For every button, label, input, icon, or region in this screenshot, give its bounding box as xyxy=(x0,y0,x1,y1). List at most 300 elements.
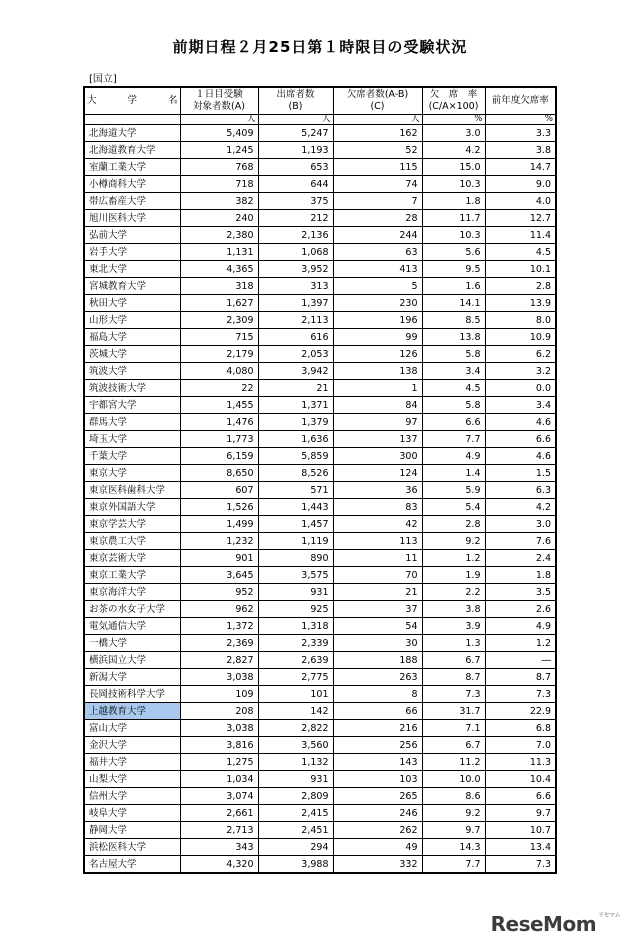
university-name-cell: 東京芸術大学 xyxy=(84,550,180,567)
unit-absence-rate: % xyxy=(422,115,485,125)
applicants-cell: 1,245 xyxy=(180,142,258,159)
prev-year-rate-cell: 3.0 xyxy=(485,516,556,533)
prev-year-rate-cell: 6.6 xyxy=(485,431,556,448)
absence-rate-cell: 2.2 xyxy=(422,584,485,601)
absence-rate-cell: 15.0 xyxy=(422,159,485,176)
prev-year-rate-cell: 4.6 xyxy=(485,414,556,431)
applicants-cell: 240 xyxy=(180,210,258,227)
table-row xyxy=(84,703,556,720)
applicants-cell: 2,309 xyxy=(180,312,258,329)
table-row xyxy=(84,278,556,295)
university-name-cell: 岐阜大学 xyxy=(84,805,180,822)
table-row xyxy=(84,176,556,193)
absence-rate-cell: 4.5 xyxy=(422,380,485,397)
absence-rate-cell: 1.9 xyxy=(422,567,485,584)
table-row xyxy=(84,312,556,329)
absentees-cell: 11 xyxy=(333,550,422,567)
prev-year-rate-cell: 4.2 xyxy=(485,499,556,516)
university-name-cell: 横浜国立大学 xyxy=(84,652,180,669)
university-name-cell: 東京学芸大学 xyxy=(84,516,180,533)
table-row xyxy=(84,125,556,142)
attendees-cell: 1,193 xyxy=(258,142,333,159)
absentees-cell: 52 xyxy=(333,142,422,159)
table-row xyxy=(84,567,556,584)
attendees-cell: 2,415 xyxy=(258,805,333,822)
prev-year-rate-cell: 6.2 xyxy=(485,346,556,363)
university-name-cell: 東京工業大学 xyxy=(84,567,180,584)
university-name-cell: 旭川医科大学 xyxy=(84,210,180,227)
attendees-cell: 616 xyxy=(258,329,333,346)
applicants-cell: 1,455 xyxy=(180,397,258,414)
absence-rate-cell: 2.8 xyxy=(422,516,485,533)
unit-applicants: 人 xyxy=(180,115,258,125)
table-row xyxy=(84,397,556,414)
absentees-cell: 7 xyxy=(333,193,422,210)
absence-rate-cell: 14.1 xyxy=(422,295,485,312)
applicants-cell: 962 xyxy=(180,601,258,618)
attendees-cell: 3,952 xyxy=(258,261,333,278)
prev-year-rate-cell: 3.8 xyxy=(485,142,556,159)
university-name-cell: 岩手大学 xyxy=(84,244,180,261)
attendees-cell: 925 xyxy=(258,601,333,618)
applicants-cell: 3,038 xyxy=(180,720,258,737)
university-name-cell: 東京大学 xyxy=(84,465,180,482)
attendees-cell: 1,457 xyxy=(258,516,333,533)
attendees-cell: 890 xyxy=(258,550,333,567)
university-name-cell: 上越教育大学 xyxy=(84,703,180,720)
absentees-cell: 30 xyxy=(333,635,422,652)
header-absentees-line1: 欠席者数(A-B) xyxy=(346,89,409,100)
absentees-cell: 70 xyxy=(333,567,422,584)
table-row xyxy=(84,686,556,703)
applicants-cell: 2,179 xyxy=(180,346,258,363)
prev-year-rate-cell: 3.2 xyxy=(485,363,556,380)
applicants-cell: 4,365 xyxy=(180,261,258,278)
absence-rate-cell: 7.1 xyxy=(422,720,485,737)
table-row xyxy=(84,346,556,363)
applicants-cell: 3,816 xyxy=(180,737,258,754)
university-name-cell: 宇都宮大学 xyxy=(84,397,180,414)
absentees-cell: 230 xyxy=(333,295,422,312)
prev-year-rate-cell: 1.2 xyxy=(485,635,556,652)
applicants-cell: 6,159 xyxy=(180,448,258,465)
applicants-cell: 607 xyxy=(180,482,258,499)
absentees-cell: 66 xyxy=(333,703,422,720)
prev-year-rate-cell: 2.8 xyxy=(485,278,556,295)
table-row xyxy=(84,295,556,312)
applicants-cell: 2,369 xyxy=(180,635,258,652)
table-row xyxy=(84,720,556,737)
table-row xyxy=(84,839,556,856)
table-row xyxy=(84,380,556,397)
absentees-cell: 413 xyxy=(333,261,422,278)
applicants-cell: 3,645 xyxy=(180,567,258,584)
attendees-cell: 5,859 xyxy=(258,448,333,465)
attendees-cell: 2,339 xyxy=(258,635,333,652)
prev-year-rate-cell: 1.5 xyxy=(485,465,556,482)
attendees-cell: 2,136 xyxy=(258,227,333,244)
university-name-cell: 信州大学 xyxy=(84,788,180,805)
absence-rate-cell: 13.8 xyxy=(422,329,485,346)
table-row xyxy=(84,227,556,244)
absentees-cell: 263 xyxy=(333,669,422,686)
applicants-cell: 3,074 xyxy=(180,788,258,805)
university-name-cell: 静岡大学 xyxy=(84,822,180,839)
absentees-cell: 246 xyxy=(333,805,422,822)
attendees-cell: 2,809 xyxy=(258,788,333,805)
attendees-cell: 1,132 xyxy=(258,754,333,771)
absence-rate-cell: 14.3 xyxy=(422,839,485,856)
prev-year-rate-cell: 10.9 xyxy=(485,329,556,346)
exam-status-table xyxy=(83,86,557,874)
absence-rate-cell: 6.7 xyxy=(422,652,485,669)
absence-rate-cell: 9.2 xyxy=(422,533,485,550)
applicants-cell: 343 xyxy=(180,839,258,856)
applicants-cell: 109 xyxy=(180,686,258,703)
university-name-cell: 東京農工大学 xyxy=(84,533,180,550)
prev-year-rate-cell: 2.6 xyxy=(485,601,556,618)
attendees-cell: 294 xyxy=(258,839,333,856)
header-absence-rate-line2: (C/A×100) xyxy=(428,101,479,112)
table-row xyxy=(84,482,556,499)
prev-year-rate-cell: 4.5 xyxy=(485,244,556,261)
university-name-cell: 弘前大学 xyxy=(84,227,180,244)
applicants-cell: 318 xyxy=(180,278,258,295)
university-name-cell: 一橋大学 xyxy=(84,635,180,652)
absence-rate-cell: 10.0 xyxy=(422,771,485,788)
university-name-cell: 東北大学 xyxy=(84,261,180,278)
table-row xyxy=(84,414,556,431)
table-row xyxy=(84,584,556,601)
applicants-cell: 715 xyxy=(180,329,258,346)
header-attendees-line1: 出席者数 xyxy=(276,89,315,100)
university-name-cell: 秋田大学 xyxy=(84,295,180,312)
university-name-cell: 室蘭工業大学 xyxy=(84,159,180,176)
attendees-cell: 653 xyxy=(258,159,333,176)
attendees-cell: 8,526 xyxy=(258,465,333,482)
applicants-cell: 208 xyxy=(180,703,258,720)
applicants-cell: 1,034 xyxy=(180,771,258,788)
university-name-cell: 富山大学 xyxy=(84,720,180,737)
absentees-cell: 137 xyxy=(333,431,422,448)
absence-rate-cell: 11.7 xyxy=(422,210,485,227)
university-name-cell: 千葉大学 xyxy=(84,448,180,465)
absentees-cell: 300 xyxy=(333,448,422,465)
prev-year-rate-cell: 3.5 xyxy=(485,584,556,601)
table-row xyxy=(84,635,556,652)
university-name-cell: 山形大学 xyxy=(84,312,180,329)
absence-rate-cell: 9.5 xyxy=(422,261,485,278)
absentees-cell: 143 xyxy=(333,754,422,771)
applicants-cell: 382 xyxy=(180,193,258,210)
university-name-cell: 浜松医科大学 xyxy=(84,839,180,856)
university-name-cell: お茶の水女子大学 xyxy=(84,601,180,618)
unit-blank xyxy=(84,115,180,125)
attendees-cell: 212 xyxy=(258,210,333,227)
applicants-cell: 718 xyxy=(180,176,258,193)
logo-text: ReseMom xyxy=(490,912,597,936)
absentees-cell: 74 xyxy=(333,176,422,193)
unit-prev-year-rate: % xyxy=(485,115,556,125)
prev-year-rate-cell: 4.9 xyxy=(485,618,556,635)
prev-year-rate-cell: 11.3 xyxy=(485,754,556,771)
absence-rate-cell: 1.6 xyxy=(422,278,485,295)
table-row xyxy=(84,363,556,380)
absence-rate-cell: 3.9 xyxy=(422,618,485,635)
university-name-cell: 東京海洋大学 xyxy=(84,584,180,601)
prev-year-rate-cell: 22.9 xyxy=(485,703,556,720)
university-name-cell: 宮城教育大学 xyxy=(84,278,180,295)
university-name-cell: 福島大学 xyxy=(84,329,180,346)
absentees-cell: 99 xyxy=(333,329,422,346)
university-name-cell: 福井大学 xyxy=(84,754,180,771)
applicants-cell: 1,131 xyxy=(180,244,258,261)
prev-year-rate-cell: 7.3 xyxy=(485,856,556,874)
attendees-cell: 2,451 xyxy=(258,822,333,839)
absence-rate-cell: 1.8 xyxy=(422,193,485,210)
absentees-cell: 8 xyxy=(333,686,422,703)
attendees-cell: 1,379 xyxy=(258,414,333,431)
absentees-cell: 63 xyxy=(333,244,422,261)
university-name-cell: 名古屋大学 xyxy=(84,856,180,874)
university-name-cell: 金沢大学 xyxy=(84,737,180,754)
applicants-cell: 1,275 xyxy=(180,754,258,771)
absentees-cell: 262 xyxy=(333,822,422,839)
table-header-row xyxy=(84,87,556,115)
university-name-cell: 帯広畜産大学 xyxy=(84,193,180,210)
prev-year-rate-cell: 12.7 xyxy=(485,210,556,227)
absence-rate-cell: 10.3 xyxy=(422,176,485,193)
table-row xyxy=(84,261,556,278)
table-row xyxy=(84,533,556,550)
absentees-cell: 216 xyxy=(333,720,422,737)
absentees-cell: 83 xyxy=(333,499,422,516)
absentees-cell: 124 xyxy=(333,465,422,482)
prev-year-rate-cell: 3.4 xyxy=(485,397,556,414)
section-label: [国立] xyxy=(89,74,117,85)
header-attendees xyxy=(258,87,333,115)
applicants-cell: 22 xyxy=(180,380,258,397)
table-row xyxy=(84,499,556,516)
table-row xyxy=(84,142,556,159)
unit-attendees: 人 xyxy=(258,115,333,125)
applicants-cell: 1,627 xyxy=(180,295,258,312)
university-name-cell: 筑波大学 xyxy=(84,363,180,380)
university-name-cell: 電気通信大学 xyxy=(84,618,180,635)
absence-rate-cell: 5.4 xyxy=(422,499,485,516)
header-prev-year-rate: 前年度欠席率 xyxy=(485,87,556,115)
prev-year-rate-cell: 3.3 xyxy=(485,125,556,142)
prev-year-rate-cell: 10.7 xyxy=(485,822,556,839)
unit-row xyxy=(84,115,556,125)
absentees-cell: 5 xyxy=(333,278,422,295)
absentees-cell: 103 xyxy=(333,771,422,788)
attendees-cell: 3,575 xyxy=(258,567,333,584)
header-absentees-line2: (C) xyxy=(370,101,385,112)
prev-year-rate-cell: 6.3 xyxy=(485,482,556,499)
attendees-cell: 101 xyxy=(258,686,333,703)
university-name-cell: 山梨大学 xyxy=(84,771,180,788)
applicants-cell: 1,372 xyxy=(180,618,258,635)
attendees-cell: 2,639 xyxy=(258,652,333,669)
applicants-cell: 1,773 xyxy=(180,431,258,448)
prev-year-rate-cell: 9.7 xyxy=(485,805,556,822)
prev-year-rate-cell: 6.8 xyxy=(485,720,556,737)
absentees-cell: 21 xyxy=(333,584,422,601)
absence-rate-cell: 11.2 xyxy=(422,754,485,771)
table-row xyxy=(84,550,556,567)
prev-year-rate-cell: 4.6 xyxy=(485,448,556,465)
university-name-cell: 茨城大学 xyxy=(84,346,180,363)
absence-rate-cell: 1.3 xyxy=(422,635,485,652)
prev-year-rate-cell: 11.4 xyxy=(485,227,556,244)
attendees-cell: 1,119 xyxy=(258,533,333,550)
table-row xyxy=(84,737,556,754)
prev-year-rate-cell: 1.8 xyxy=(485,567,556,584)
attendees-cell: 571 xyxy=(258,482,333,499)
attendees-cell: 142 xyxy=(258,703,333,720)
prev-year-rate-cell: 9.0 xyxy=(485,176,556,193)
attendees-cell: 931 xyxy=(258,771,333,788)
absentees-cell: 188 xyxy=(333,652,422,669)
header-absentees xyxy=(333,87,422,115)
table-row xyxy=(84,618,556,635)
table-row xyxy=(84,448,556,465)
table-row xyxy=(84,210,556,227)
absence-rate-cell: 4.2 xyxy=(422,142,485,159)
absence-rate-cell: 9.7 xyxy=(422,822,485,839)
prev-year-rate-cell: 8.0 xyxy=(485,312,556,329)
table-row xyxy=(84,159,556,176)
resemom-logo xyxy=(491,912,620,936)
table-row xyxy=(84,788,556,805)
absence-rate-cell: 5.8 xyxy=(422,397,485,414)
university-name-cell: 北海道大学 xyxy=(84,125,180,142)
attendees-cell: 1,443 xyxy=(258,499,333,516)
header-absence-rate xyxy=(422,87,485,115)
university-name-cell: 埼玉大学 xyxy=(84,431,180,448)
attendees-cell: 2,775 xyxy=(258,669,333,686)
absentees-cell: 37 xyxy=(333,601,422,618)
table-row xyxy=(84,244,556,261)
attendees-cell: 21 xyxy=(258,380,333,397)
table-row xyxy=(84,754,556,771)
prev-year-rate-cell: 0.0 xyxy=(485,380,556,397)
absence-rate-cell: 8.6 xyxy=(422,788,485,805)
applicants-cell: 2,661 xyxy=(180,805,258,822)
absentees-cell: 54 xyxy=(333,618,422,635)
header-university-name: 大 学 名 xyxy=(84,87,180,115)
absentees-cell: 138 xyxy=(333,363,422,380)
university-name-cell: 東京医科歯科大学 xyxy=(84,482,180,499)
absence-rate-cell: 8.5 xyxy=(422,312,485,329)
university-name-cell: 長岡技術科学大学 xyxy=(84,686,180,703)
absentees-cell: 332 xyxy=(333,856,422,874)
applicants-cell: 1,232 xyxy=(180,533,258,550)
attendees-cell: 1,068 xyxy=(258,244,333,261)
header-attendees-line2: (B) xyxy=(288,101,303,112)
university-name-cell: 小樽商科大学 xyxy=(84,176,180,193)
prev-year-rate-cell: 10.4 xyxy=(485,771,556,788)
applicants-cell: 4,080 xyxy=(180,363,258,380)
absentees-cell: 97 xyxy=(333,414,422,431)
absence-rate-cell: 7.7 xyxy=(422,856,485,874)
table-row xyxy=(84,856,556,874)
attendees-cell: 1,397 xyxy=(258,295,333,312)
attendees-cell: 2,113 xyxy=(258,312,333,329)
attendees-cell: 2,822 xyxy=(258,720,333,737)
absence-rate-cell: 1.4 xyxy=(422,465,485,482)
absentees-cell: 196 xyxy=(333,312,422,329)
prev-year-rate-cell: 8.7 xyxy=(485,669,556,686)
attendees-cell: 1,318 xyxy=(258,618,333,635)
table-row xyxy=(84,822,556,839)
absence-rate-cell: 5.9 xyxy=(422,482,485,499)
table-row xyxy=(84,193,556,210)
absence-rate-cell: 6.7 xyxy=(422,737,485,754)
absence-rate-cell: 8.7 xyxy=(422,669,485,686)
university-name-cell: 東京外国語大学 xyxy=(84,499,180,516)
absentees-cell: 126 xyxy=(333,346,422,363)
applicants-cell: 1,499 xyxy=(180,516,258,533)
header-applicants-line2: 対象者数(A) xyxy=(193,101,245,112)
university-name-cell: 筑波技術大学 xyxy=(84,380,180,397)
university-name-cell: 北海道教育大学 xyxy=(84,142,180,159)
absence-rate-cell: 5.8 xyxy=(422,346,485,363)
header-applicants-line1: １日目受験 xyxy=(195,89,243,100)
table-row xyxy=(84,431,556,448)
prev-year-rate-cell: ― xyxy=(485,652,556,669)
attendees-cell: 931 xyxy=(258,584,333,601)
absentees-cell: 244 xyxy=(333,227,422,244)
table-row xyxy=(84,652,556,669)
applicants-cell: 5,409 xyxy=(180,125,258,142)
university-name-cell: 群馬大学 xyxy=(84,414,180,431)
prev-year-rate-cell: 13.9 xyxy=(485,295,556,312)
absentees-cell: 113 xyxy=(333,533,422,550)
applicants-cell: 1,476 xyxy=(180,414,258,431)
attendees-cell: 1,371 xyxy=(258,397,333,414)
attendees-cell: 313 xyxy=(258,278,333,295)
table-row xyxy=(84,329,556,346)
absentees-cell: 256 xyxy=(333,737,422,754)
attendees-cell: 5,247 xyxy=(258,125,333,142)
absence-rate-cell: 3.8 xyxy=(422,601,485,618)
table-row xyxy=(84,601,556,618)
prev-year-rate-cell: 14.7 xyxy=(485,159,556,176)
absence-rate-cell: 3.4 xyxy=(422,363,485,380)
prev-year-rate-cell: 6.6 xyxy=(485,788,556,805)
absentees-cell: 265 xyxy=(333,788,422,805)
table-row xyxy=(84,669,556,686)
table-row xyxy=(84,516,556,533)
attendees-cell: 3,560 xyxy=(258,737,333,754)
absentees-cell: 162 xyxy=(333,125,422,142)
absence-rate-cell: 4.9 xyxy=(422,448,485,465)
university-name-cell: 新潟大学 xyxy=(84,669,180,686)
absentees-cell: 42 xyxy=(333,516,422,533)
absence-rate-cell: 7.7 xyxy=(422,431,485,448)
applicants-cell: 3,038 xyxy=(180,669,258,686)
applicants-cell: 4,320 xyxy=(180,856,258,874)
prev-year-rate-cell: 2.4 xyxy=(485,550,556,567)
prev-year-rate-cell: 4.0 xyxy=(485,193,556,210)
applicants-cell: 1,526 xyxy=(180,499,258,516)
applicants-cell: 952 xyxy=(180,584,258,601)
applicants-cell: 2,713 xyxy=(180,822,258,839)
absence-rate-cell: 7.3 xyxy=(422,686,485,703)
absentees-cell: 49 xyxy=(333,839,422,856)
